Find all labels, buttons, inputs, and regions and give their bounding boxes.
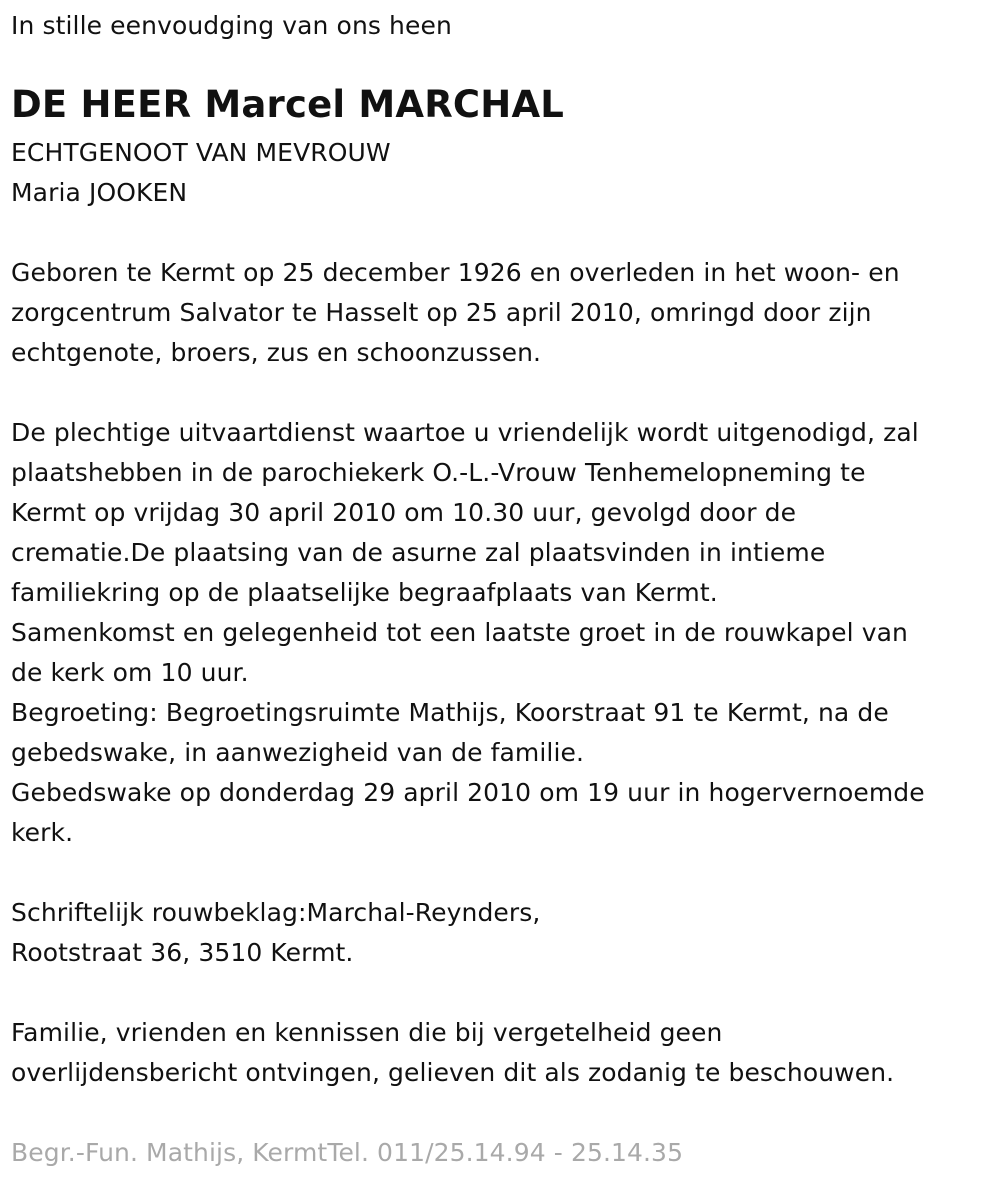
text-line: gebedswake, in aanwezigheid van de familie. bbox=[11, 738, 585, 767]
intro-line: In stille eenvoudging van ons heen bbox=[11, 11, 452, 40]
text-line: Kermt op vrijdag 30 april 2010 om 10.30 uur, gevolgd door de bbox=[11, 498, 797, 527]
family-note bbox=[11, 1013, 894, 1093]
text-line: Schriftelijk rouwbeklag:Marchal-Reynders, bbox=[11, 898, 541, 927]
funeral-service-paragraph bbox=[11, 413, 925, 853]
text-line: Familie, vrienden en kennissen die bij vergetelheid geen bbox=[11, 1018, 723, 1047]
condolence-address bbox=[11, 893, 540, 973]
text-line: plaatshebben in de parochiekerk O.-L.-Vrouw Tenhemelopneming te bbox=[11, 458, 866, 487]
spouse-line: ECHTGENOOT VAN MEVROUW bbox=[11, 138, 391, 167]
text-line: familiekring op de plaatselijke begraafplaats van Kermt. bbox=[11, 578, 718, 607]
spouse-line: Maria JOOKEN bbox=[11, 178, 188, 207]
spouse-block bbox=[11, 133, 391, 213]
funeral-home-footer bbox=[11, 1133, 683, 1173]
text-line: overlijdensbericht ontvingen, gelieven dit als zodanig te beschouwen. bbox=[11, 1058, 895, 1087]
text-line: Geboren te Kermt op 25 december 1926 en overleden in het woon- en bbox=[11, 258, 900, 287]
text-line: Samenkomst en gelegenheid tot een laatste groet in de rouwkapel van bbox=[11, 618, 908, 647]
text-line: crematie.De plaatsing van de asurne zal plaatsvinden in intieme bbox=[11, 538, 826, 567]
text-line: echtgenote, broers, zus en schoonzussen. bbox=[11, 338, 542, 367]
text-line: Begroeting: Begroetingsruimte Mathijs, Koorstraat 91 te Kermt, na de bbox=[11, 698, 889, 727]
text-line: De plechtige uitvaartdienst waartoe u vriendelijk wordt uitgenodigd, zal bbox=[11, 418, 919, 447]
deceased-name: DE HEER Marcel MARCHAL bbox=[11, 83, 565, 126]
funeral-home-contact: Begr.-Fun. Mathijs, KermtTel. 011/25.14.94 - 25.14.35 bbox=[11, 1138, 684, 1167]
text-line: kerk. bbox=[11, 818, 74, 847]
text-line: de kerk om 10 uur. bbox=[11, 658, 249, 687]
text-line: Rootstraat 36, 3510 Kermt. bbox=[11, 938, 354, 967]
text-line: zorgcentrum Salvator te Hasselt op 25 april 2010, omringd door zijn bbox=[11, 298, 872, 327]
text-line: Gebedswake op donderdag 29 april 2010 om 19 uur in hogervernoemde bbox=[11, 778, 925, 807]
birth-death-paragraph bbox=[11, 253, 900, 373]
